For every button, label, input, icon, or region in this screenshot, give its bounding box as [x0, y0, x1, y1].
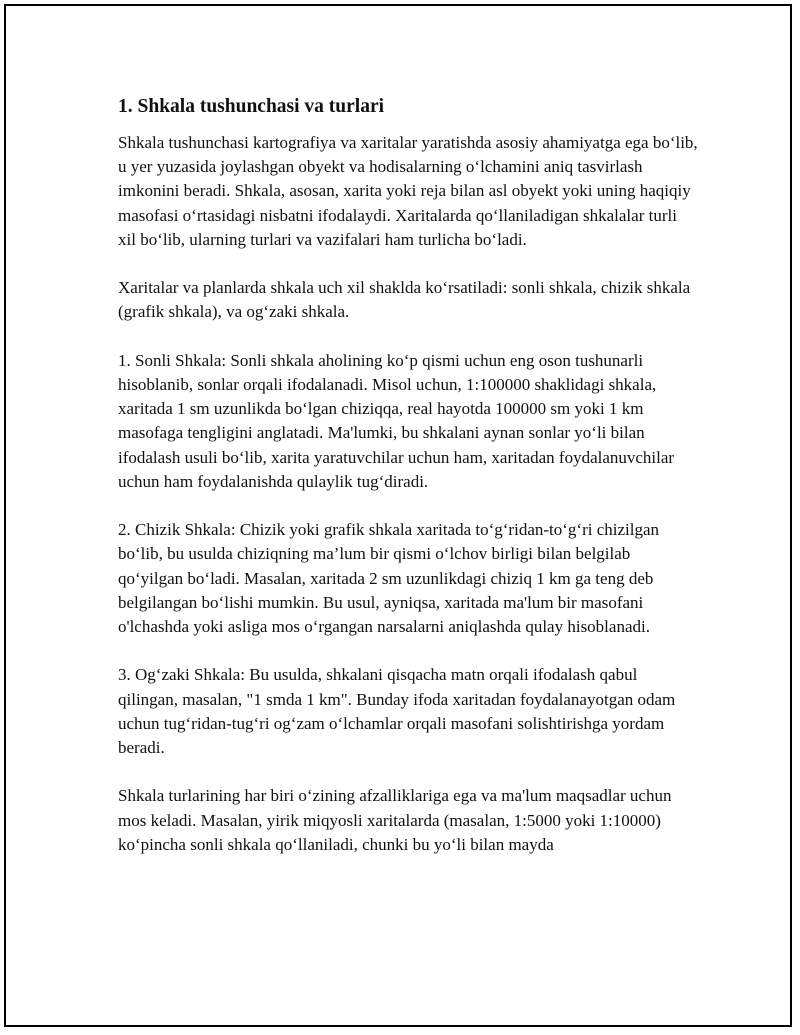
paragraph-scale-types: Shkala turlarining har biri o‘zining afzalliklariga ega va ma'lum maqsadlar uchun mos keladi. Masalan, yirik miqyosli xaritalarda (masalan, 1:5000 yoki 1:10000) ko‘pincha sonli shkala qo‘llaniladi, chunki bu yo‘li bilan mayda	[118, 786, 672, 854]
document-body	[118, 95, 698, 857]
paragraph-intro: Shkala tushunchasi kartografiya va xaritalar yaratishda asosiy ahamiyatga ega bo‘lib, u yer yuzasida joylashgan obyekt va hodisalarning o‘lchamini aniq tasvirlash imkonini beradi. Shkala, asosan, xarita yoki reja bilan asl obyekt yoki uning haqiqiy masofasi o‘rtasidagi nisbatni ifodalaydi. Xaritalarda qo‘llaniladigan shkalalar turli xil bo‘lib, ularning turlari va vazifalari ham turlicha bo‘ladi.	[118, 133, 698, 249]
paragraph-scale-forms: Xaritalar va planlarda shkala uch xil shaklda ko‘rsatiladi: sonli shkala, chizik shkala (grafik shkala), va og‘zaki shkala.	[118, 278, 691, 322]
section-heading: 1. Shkala tushunchasi va turlari	[118, 96, 385, 117]
paragraph-verbal-scale: 3. Og‘zaki Shkala: Bu usulda, shkalani qisqacha matn orqali ifodalash qabul qilingan, masalan, "1 smda 1 km". Bunday ifoda xaritadan foydalanayotgan odam uchun tug‘ridan-tug‘ri og‘zam o‘lchamlar orqali masofani solishtirishga yordam beradi.	[118, 665, 676, 758]
paragraph-line-scale: 2. Chizik Shkala: Chizik yoki grafik shkala xaritada to‘g‘ridan-to‘g‘ri chizilgan bo‘lib, bu usulda chiziqning ma’lum bir qismi o‘lchov birligi bilan belgilab qo‘yilgan bo‘ladi. Masalan, xaritada 2 sm uzunlikdagi chiziq 1 km ga teng deb belgilangan bo‘lishi mumkin. Bu usul, ayniqsa, xaritada ma'lum bir masofani o'lchashda yoki asliga mos o‘rgangan narsalarni aniqlashda qulay hisoblanadi.	[118, 520, 660, 637]
paragraph-numeric-scale: 1. Sonli Shkala: Sonli shkala aholining ko‘p qismi uchun eng oson tushunarli hisoblanib, sonlar orqali ifodalanadi. Misol uchun, 1:100000 shaklidagi shkala, xaritada 1 sm uzunlikda bo‘lgan chiziqqa, real hayotda 100000 sm yoki 1 km masofaga tengligini anglatadi. Ma'lumki, bu shkalani aynan sonlar yo‘li bilan ifodalash usuli bo‘lib, xarita yaratuvchilar uchun ham, xaritadan foydalanuvchilar uchun ham foydalanishda qulaylik tug‘diradi.	[118, 350, 675, 491]
